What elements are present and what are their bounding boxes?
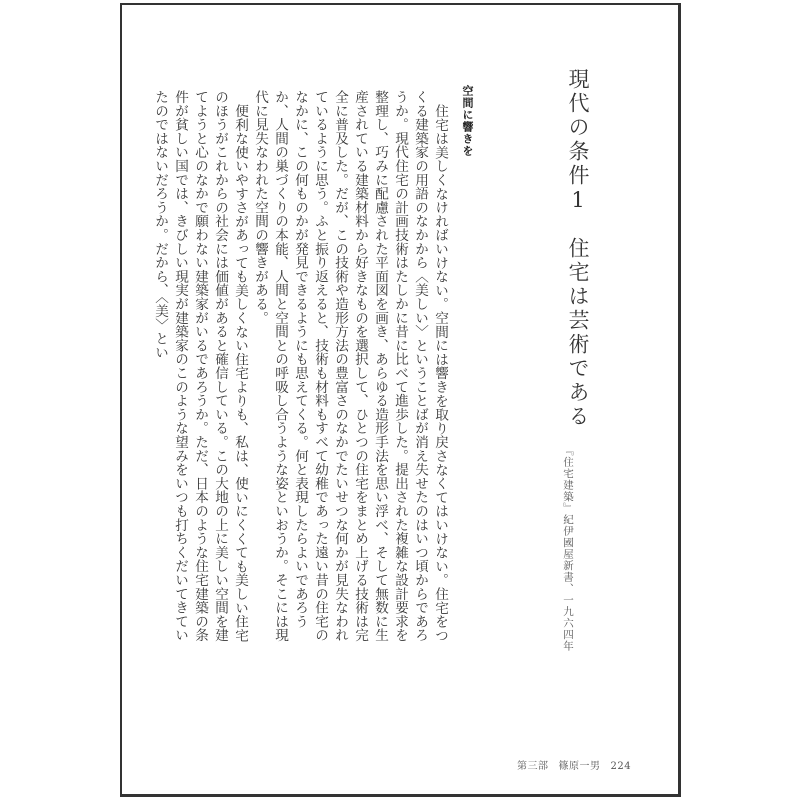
chapter-title-number: 現代の条件1 [566, 68, 590, 215]
paragraph: 便利な使いやすさがあっても美しくない住宅よりも、私は、使いにくくても美しい住宅のほうがこれからの社会には価値があると確信している。この大地の上に美しい空間を建てようと心のなかで願わない建築家がいるであろうか。ただ、日本のような住宅建築の条件が貧しい国では、きびしい現実が建築家のこのような望みをいつも打ちくだいてきていたのではないだろうか。だから、〈美〉とい [152, 90, 248, 642]
body-text [150, 90, 450, 650]
paragraph: 住宅は美しくなければいけない。空間には響きを取り戻さなくてはいけない。住宅をつくる建築家の用語のなかから〈美しい〉ということばが消え失せたのはいつ頃からであろうか。現代住宅の計画技術はたしかに昔に比べて進歩した。提出された複雑な設計要求を整理し、巧みに配慮された平面図を画き、あらゆる造形手法を思い浮べ、そして無数に生産されている建築材料から好きなものを選択して、ひとつの住宅をまとめ上げる技術は完全に普及した。だが、この技術や造形方法の豊富さのなかでたいせつな何かが見失なわれているように思う。ふと振り返えると、技術も材料もすべて幼稚であった遠い昔の住宅のなかに、この何ものかが発見できるようにも思えてくる。何と表現したらよいであろうか、人間の巣づくりの本能、人間と空間との呼吸し合うような姿といおうか。そこには現代に見失なわれた空間の響きがある。 [252, 90, 448, 642]
footer-part: 第三部 [517, 761, 549, 772]
source-citation: 『住宅建築』紀伊國屋新書、一九六四年 [562, 445, 574, 652]
chapter-title [567, 68, 588, 429]
page-footer [517, 757, 631, 772]
footer-author: 篠原一男 [558, 761, 601, 772]
page-number: 224 [610, 761, 632, 772]
chapter-title-main: 住宅は芸術である [566, 237, 590, 429]
book-page [120, 3, 681, 797]
section-heading: 空間に響きを [461, 85, 474, 157]
